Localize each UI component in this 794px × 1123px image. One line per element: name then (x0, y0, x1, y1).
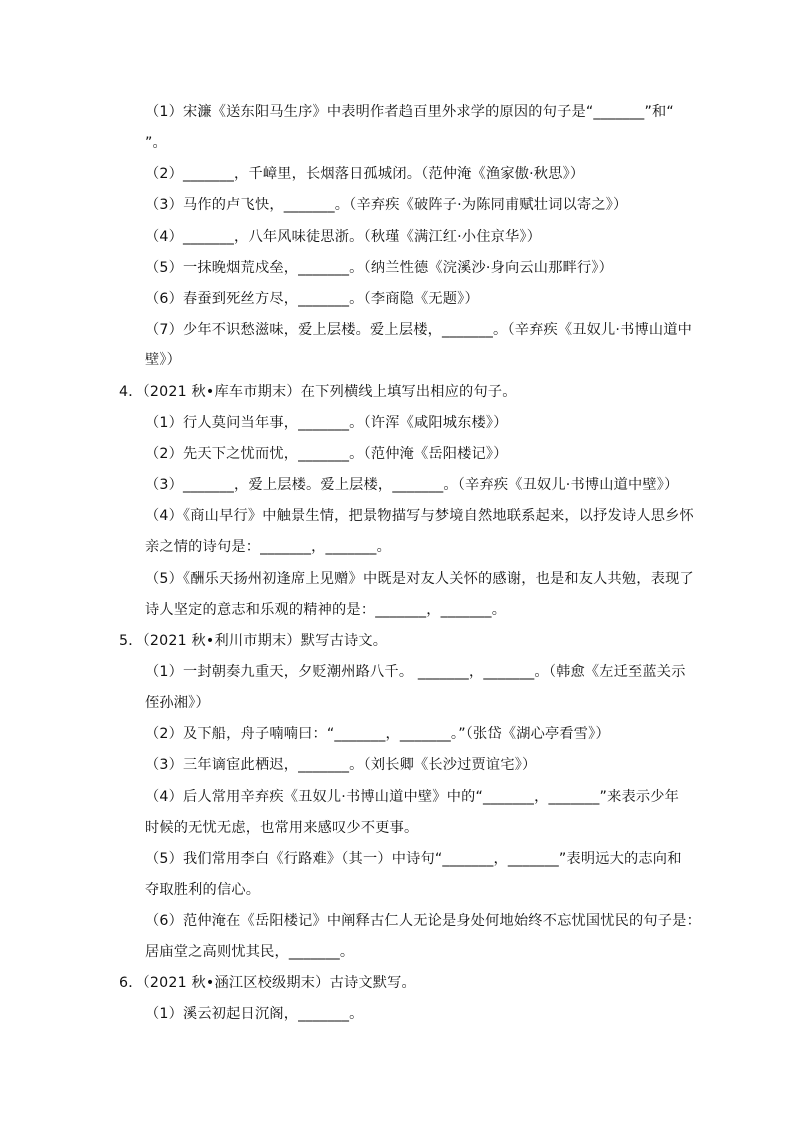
q4-item4-line2: 亲之情的诗句是：_______，_______。 (145, 539, 391, 555)
q4-item5-line2: 诗人坚定的意志和乐观的精神的是：_______，_______。 (145, 602, 507, 618)
q3-item4: （4）_______，八年风味徒思浙。（秋瑾《满江红·小住京华》） (145, 229, 542, 245)
q3-item3: （3）马作的卢飞快，_______。（辛弃疾《破阵子·为陈同甫赋壮词以寄之》） (145, 197, 628, 213)
question-6-title: 6．（2021 秋•涵江区校级期末）古诗文默写。 (119, 975, 416, 991)
q4-item4-line1: （4）《商山早行》中触景生情，把景物描写与梦境自然地联系起来，以抒发诗人思乡怀 (145, 508, 694, 524)
q5-item2: （2）及下船，舟子喃喃曰：“_______，_______。”（张岱《湖心亭看雪》） (145, 726, 610, 742)
q5-item4-line1: （4）后人常用辛弃疾《丑奴儿·书博山道中壁》中的“_______，_______”来表示少年 (145, 789, 680, 805)
q5-item1-line2: 侄孙湘》） (145, 695, 210, 711)
q3-item6: （6）春蚕到死丝方尽，_______。（李商隐《无题》） (145, 291, 479, 307)
q4-item1: （1）行人莫问当年事，_______。（许浑《咸阳城东楼》） (145, 415, 508, 431)
q5-item4-line2: 时候的无忧无虑，也常用来感叹少不更事。 (145, 820, 419, 836)
q3-item1-line2: ”。 (145, 135, 167, 151)
q4-item2: （2）先天下之忧而忧，_______。（范仲淹《岳阳楼记》） (145, 446, 508, 462)
q5-item6-line2: 居庙堂之高则忧其民，_______。 (145, 944, 355, 960)
q3-item2: （2）_______，千嶂里，长烟落日孤城闭。（范仲淹《渔家傲·秋思》） (145, 166, 585, 182)
q5-item3: （3）三年谪宦此栖迟，_______。（刘长卿《长沙过贾谊宅》） (145, 757, 537, 773)
q3-item1-line1: （1）宋濂《送东阳马生序》中表明作者趋百里外求学的原因的句子是“_______”和“ (145, 104, 674, 120)
q5-item1-line1: （1）一封朝奏九重天，夕贬潮州路八千。 _______，_______。（韩愈《左迁至蓝关示 (145, 664, 686, 680)
question-5-title: 5．（2021 秋•利川市期末）默写古诗文。 (119, 633, 388, 649)
q4-item3: （3）_______，爱上层楼。爱上层楼，_______。（辛弃疾《丑奴儿·书博山道中壁》） (145, 477, 679, 493)
q3-item5: （5）一抹晚烟荒戍垒，_______。（纳兰性德《浣溪沙·身向云山那畔行》） (145, 260, 614, 276)
q5-item5-line2: 夺取胜利的信心。 (145, 882, 261, 898)
q5-item5-line1: （5）我们常用李白《行路难》（其一）中诗句“_______，_______”表明远大的志向和 (145, 851, 682, 867)
question-4-title: 4．（2021 秋•库车市期末）在下列横线上填写出相应的句子。 (119, 384, 517, 400)
q3-item7-line2: 壁》） (145, 352, 182, 368)
q6-item1: （1）溪云初起日沉阁，_______。 (145, 1006, 364, 1022)
q5-item6-line1: （6）范仲淹在《岳阳楼记》中阐释古仁人无论是身处何地始终不忘忧国忧民的句子是： (145, 913, 701, 929)
q3-item7-line1: （7）少年不识愁滋味，爱上层楼。爱上层楼，_______。（辛弃疾《丑奴儿·书博山道中 (145, 322, 693, 338)
q4-item5-line1: （5）《酬乐天扬州初逢席上见赠》中既是对友人关怀的感谢，也是和友人共勉，表现了 (145, 571, 694, 587)
